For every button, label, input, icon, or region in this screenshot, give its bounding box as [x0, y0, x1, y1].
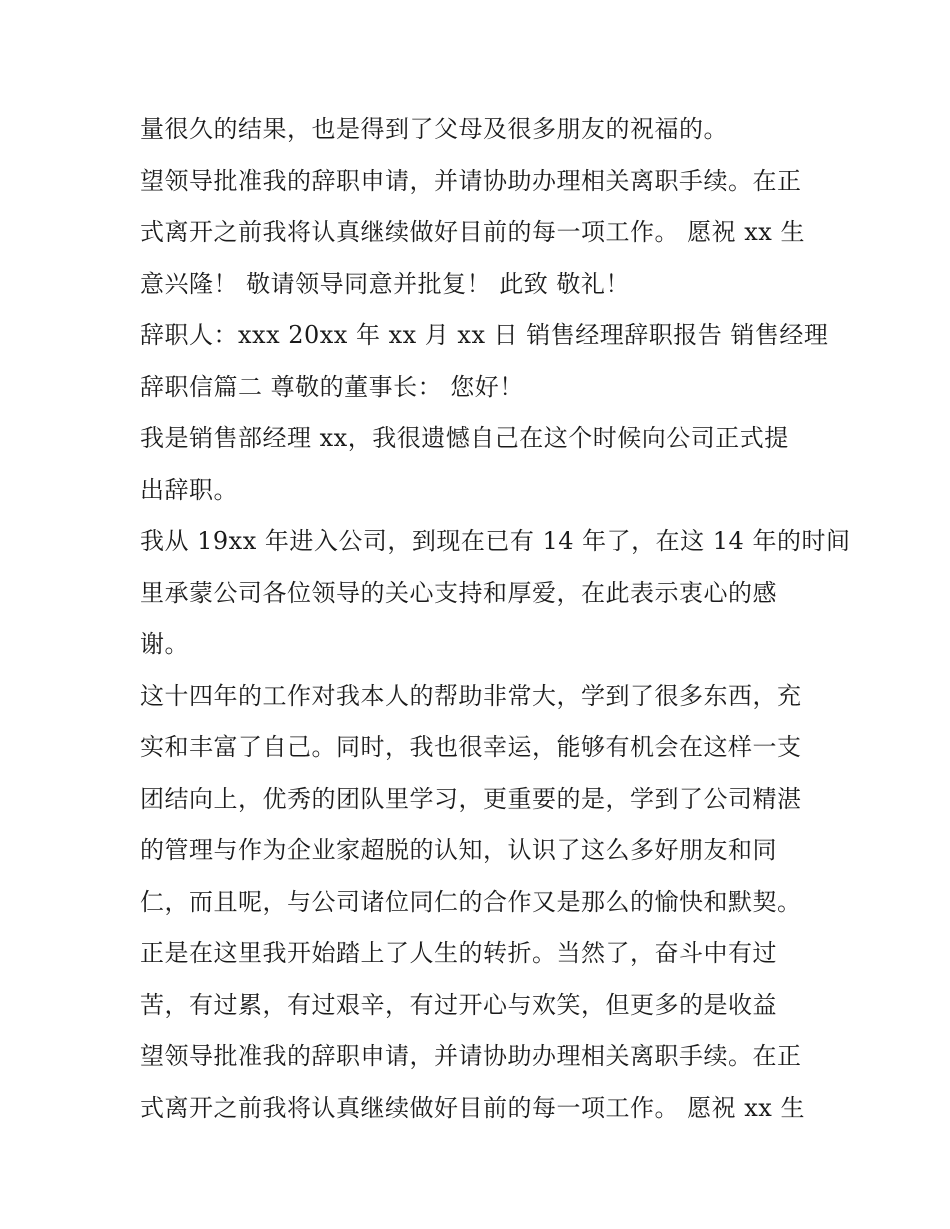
- text-line-7: 我是销售部经理 xx，我很遗憾自己在这个时候向公司正式提: [140, 424, 789, 452]
- text-line-17: 正是在这里我开始踏上了人生的转折。当然了，奋斗中有过: [140, 939, 777, 967]
- text-line-5: 辞职人：xxx 20xx 年 xx 月 xx 日 销售经理辞职报告 销售经理: [140, 321, 829, 349]
- document-body: [140, 104, 851, 1134]
- text-line-6: 辞职信篇二 尊敬的董事长： 您好！: [140, 372, 524, 401]
- text-line-2: 望领导批准我的辞职申请，并请协助办理相关离职手续。在正: [140, 166, 802, 195]
- text-line-18: 苦，有过累，有过艰辛，有过开心与欢笑，但更多的是收益: [140, 990, 777, 1019]
- text-line-19: 望领导批准我的辞职申请，并请协助办理相关离职手续。在正: [140, 1042, 802, 1070]
- text-line-20: 式离开之前我将认真继续做好目前的每一项工作。 愿祝 xx 生: [140, 1093, 805, 1122]
- text-line-1: 量很久的结果，也是得到了父母及很多朋友的祝福的。: [140, 115, 728, 143]
- text-line-13: 实和丰富了自己。同时，我也很幸运，能够有机会在这样一支: [140, 733, 802, 761]
- text-line-16: 仁，而且呢，与公司诸位同仁的合作又是那么的愉快和默契。: [140, 887, 802, 916]
- text-line-12: 这十四年的工作对我本人的帮助非常大，学到了很多东西，充: [140, 681, 802, 710]
- text-line-10: 里承蒙公司各位领导的关心支持和厚爱，在此表示衷心的感: [140, 578, 777, 607]
- text-line-14: 团结向上，优秀的团队里学习，更重要的是，学到了公司精湛: [140, 784, 802, 813]
- text-line-15: 的管理与作为企业家超脱的认知，认识了这么多好朋友和同: [140, 836, 777, 864]
- text-line-9: 我从 19xx 年进入公司，到现在已有 14 年了，在这 14 年的时间: [140, 527, 851, 555]
- text-line-11: 谢。: [140, 630, 189, 658]
- text-line-8: 出辞职。: [140, 475, 238, 504]
- text-line-3: 式离开之前我将认真继续做好目前的每一项工作。 愿祝 xx 生: [140, 218, 805, 246]
- text-line-4: 意兴隆！ 敬请领导同意并批复！ 此致 敬礼！: [140, 269, 630, 298]
